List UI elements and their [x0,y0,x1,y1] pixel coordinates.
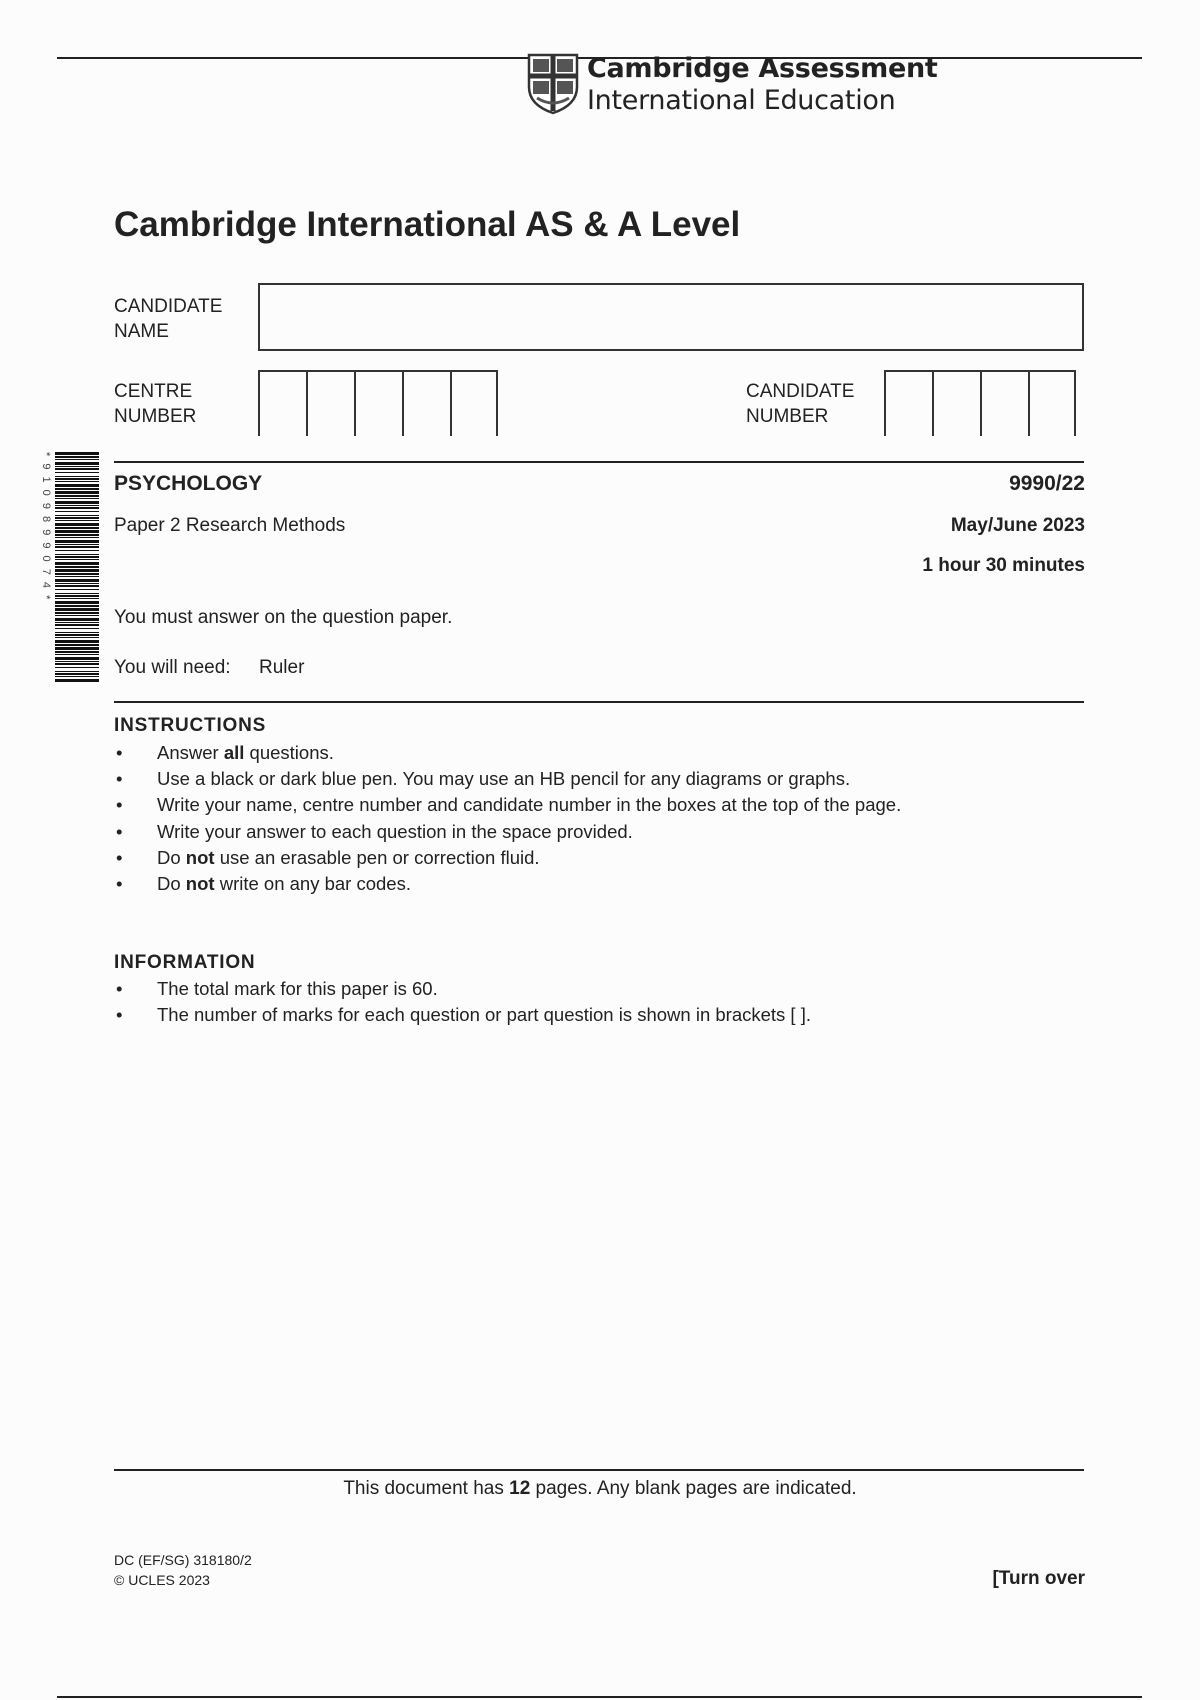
candidate-digit-box[interactable] [932,370,980,436]
candidate-name-label: CANDIDATE NAME [114,296,223,342]
candidate-digit-box[interactable] [980,370,1028,436]
information-item: • The total mark for this paper is 60. [114,976,811,1002]
logo-line-1: Cambridge Assessment [587,53,938,84]
qualification-title: Cambridge International AS & A Level [114,205,741,244]
turn-over: [Turn over [992,1568,1085,1589]
need-item: Ruler [259,657,305,678]
subject-title: PSYCHOLOGY [114,472,263,495]
paper-title: Paper 2 Research Methods [114,515,346,536]
section-rule [114,461,1084,463]
centre-digit-box[interactable] [258,370,306,436]
document-ref: DC (EF/SG) 318180/2 [114,1552,252,1568]
instruction-item: • Write your answer to each question in the space provided. [114,819,901,845]
information-item: • The number of marks for each question or part question is shown in brackets [ ]. [114,1002,811,1028]
centre-digit-box[interactable] [354,370,402,436]
page-count-note: This document has 12 pages. Any blank pages are indicated. [343,1478,857,1499]
copyright: © UCLES 2023 [114,1572,210,1588]
cambridge-logo [527,53,938,117]
barcode-digits: * 9 1 0 9 8 9 9 0 7 4 * [40,452,52,602]
barcode [55,452,99,682]
crest-icon [527,53,579,115]
need-label: You will need: [114,657,231,678]
centre-number-boxes[interactable] [258,370,498,436]
centre-digit-box[interactable] [402,370,450,436]
logo-line-2: International Education [587,85,896,116]
candidate-name-box[interactable] [258,283,1084,351]
instructions-list [114,740,901,897]
exam-duration: 1 hour 30 minutes [922,555,1085,576]
footer-ref [114,1550,252,1590]
instruction-item: • Answer all questions. [114,740,901,766]
footer-rule [114,1469,1084,1471]
answer-note: You must answer on the question paper. [114,607,453,628]
information-heading: INFORMATION [114,952,256,973]
syllabus-code: 9990/22 [1009,472,1085,495]
candidate-number-boxes[interactable] [884,370,1076,436]
information-list [114,976,811,1028]
instruction-item: • Use a black or dark blue pen. You may use an HB pencil for any diagrams or graphs. [114,766,901,792]
instructions-heading: INSTRUCTIONS [114,715,267,736]
exam-session: May/June 2023 [950,515,1085,536]
instruction-item: • Do not use an erasable pen or correction fluid. [114,845,901,871]
centre-number-label: CENTRE NUMBER [114,381,197,427]
candidate-digit-box[interactable] [1028,370,1076,436]
instruction-item: • Write your name, centre number and candidate number in the boxes at the top of the page. [114,792,901,818]
bottom-rule [57,1696,1142,1698]
instruction-item: • Do not write on any bar codes. [114,871,901,897]
centre-digit-box[interactable] [306,370,354,436]
candidate-digit-box[interactable] [884,370,932,436]
candidate-number-label: CANDIDATE NUMBER [746,381,855,427]
section-rule [114,701,1084,703]
centre-digit-box[interactable] [450,370,498,436]
